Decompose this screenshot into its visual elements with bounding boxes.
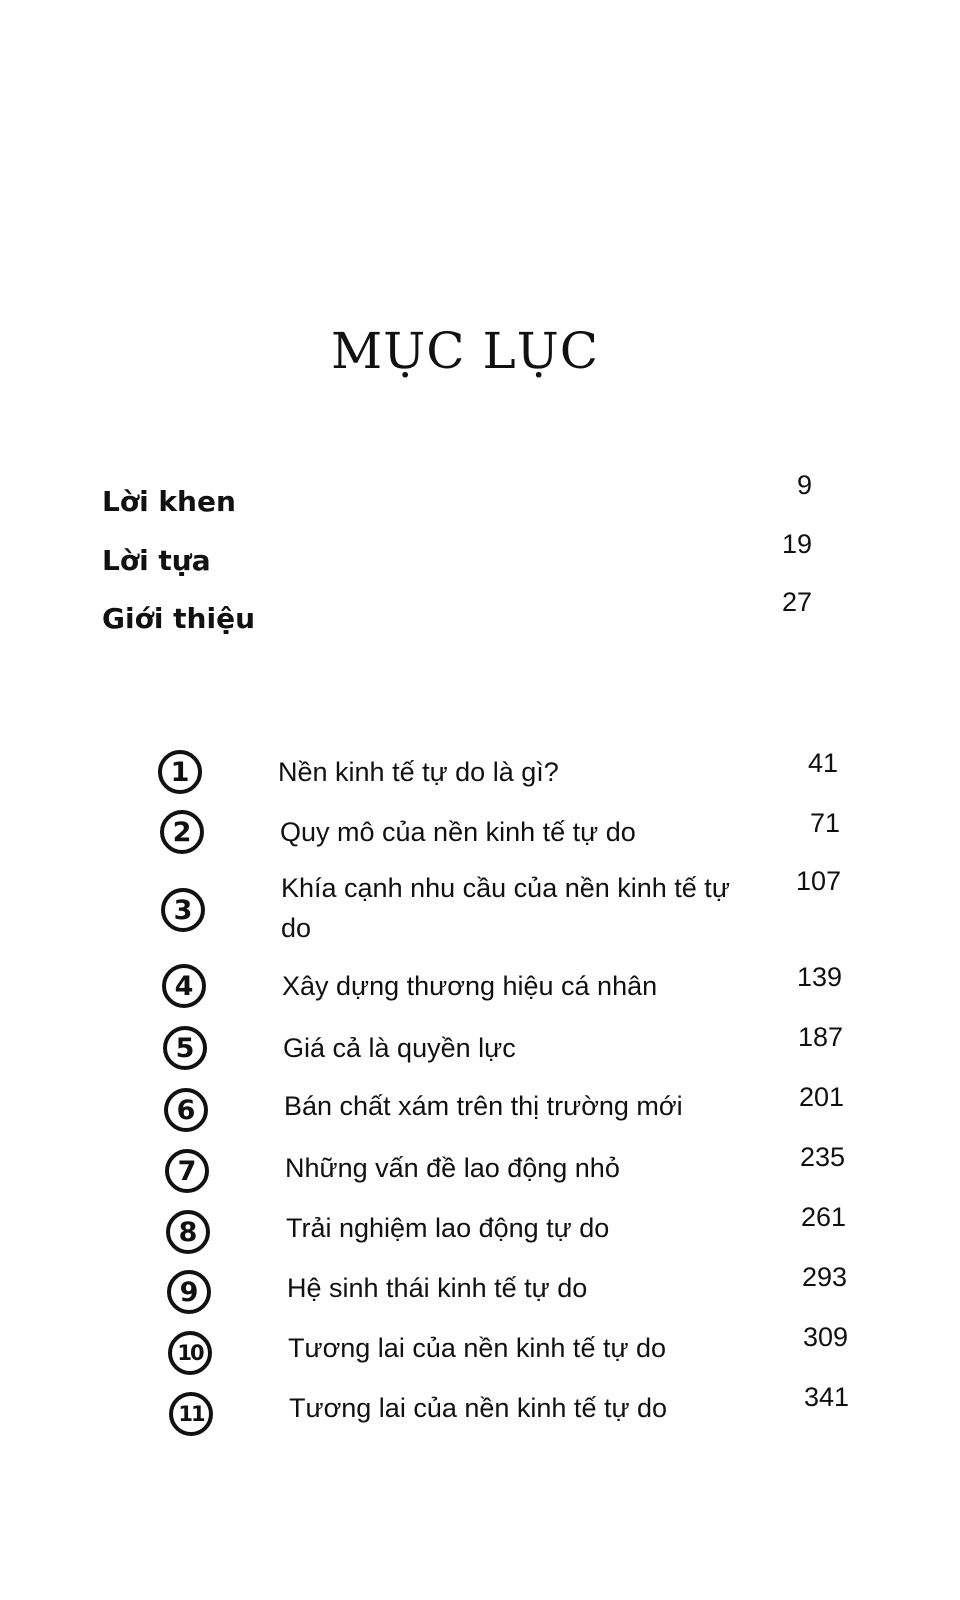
chapter-title: Bán chất xám trên thị trường mới bbox=[284, 1091, 683, 1121]
chapter-title: Tương lai của nền kinh tế tự do bbox=[288, 1333, 667, 1363]
chapter-title: Tương lai của nền kinh tế tự do bbox=[289, 1393, 668, 1423]
chapter-entry[interactable] bbox=[162, 962, 842, 1012]
chapter-number-badge: 7 bbox=[165, 1149, 209, 1193]
chapter-entry[interactable] bbox=[168, 1322, 848, 1372]
chapter-entry[interactable] bbox=[169, 1382, 849, 1432]
chapter-page-number: 107 bbox=[795, 866, 841, 896]
chapter-entry[interactable] bbox=[166, 1202, 846, 1252]
front-matter-page-number: 19 bbox=[781, 529, 812, 559]
chapter-title: Khía cạnh nhu cầu của nền kinh tế tự do bbox=[281, 873, 730, 943]
chapter-title: Hệ sinh thái kinh tế tự do bbox=[287, 1273, 588, 1303]
chapter-entry[interactable] bbox=[167, 1262, 847, 1312]
front-matter-page-number: 9 bbox=[796, 470, 812, 500]
front-matter-item[interactable] bbox=[102, 470, 812, 526]
chapter-title: Nền kinh tế tự do là gì? bbox=[278, 757, 559, 787]
front-matter-page-number: 27 bbox=[781, 587, 812, 617]
chapter-page-number: 293 bbox=[801, 1262, 847, 1292]
chapter-entry[interactable] bbox=[165, 1142, 845, 1192]
chapter-number-badge: 1 bbox=[158, 750, 202, 794]
front-matter-item[interactable] bbox=[102, 587, 812, 643]
chapter-page-number: 235 bbox=[799, 1142, 845, 1172]
chapter-number-badge: 2 bbox=[160, 810, 204, 854]
front-matter-label: Lời khen bbox=[102, 485, 236, 518]
chapter-entry[interactable] bbox=[164, 1082, 844, 1132]
chapter-page-number: 201 bbox=[798, 1082, 844, 1112]
chapter-title: Giá cả là quyền lực bbox=[283, 1033, 516, 1063]
chapter-page-number: 341 bbox=[803, 1382, 849, 1412]
chapter-title: Trải nghiệm lao động tự do bbox=[286, 1213, 610, 1243]
chapter-number-badge: 8 bbox=[166, 1210, 210, 1254]
chapter-number-badge: 10 bbox=[168, 1331, 212, 1375]
chapter-page-number: 187 bbox=[797, 1022, 843, 1052]
front-matter-label: Lời tựa bbox=[102, 544, 211, 577]
chapter-entry[interactable] bbox=[158, 748, 838, 798]
chapter-number-badge: 4 bbox=[162, 964, 206, 1008]
chapter-title: Những vấn đề lao động nhỏ bbox=[285, 1153, 620, 1183]
chapter-entry[interactable] bbox=[160, 808, 840, 858]
chapter-entry[interactable] bbox=[163, 1022, 843, 1072]
chapter-page-number: 71 bbox=[809, 808, 840, 838]
chapter-number-badge: 6 bbox=[164, 1088, 208, 1132]
chapter-page-number: 41 bbox=[807, 748, 838, 778]
chapter-number-badge: 5 bbox=[163, 1026, 207, 1070]
front-matter-label: Giới thiệu bbox=[102, 602, 256, 635]
front-matter-item[interactable] bbox=[102, 529, 812, 585]
chapter-page-number: 261 bbox=[800, 1202, 846, 1232]
chapter-number-badge: 11 bbox=[169, 1392, 213, 1436]
chapter-page-number: 139 bbox=[796, 962, 842, 992]
chapter-page-number: 309 bbox=[802, 1322, 848, 1352]
chapter-number-badge: 9 bbox=[167, 1270, 211, 1314]
chapter-title: Quy mô của nền kinh tế tự do bbox=[280, 817, 636, 847]
chapter-number-badge: 3 bbox=[161, 888, 205, 932]
page-title: MỤC LỤC bbox=[330, 322, 600, 380]
chapter-entry[interactable] bbox=[161, 866, 841, 956]
chapter-title: Xây dựng thương hiệu cá nhân bbox=[282, 971, 658, 1001]
